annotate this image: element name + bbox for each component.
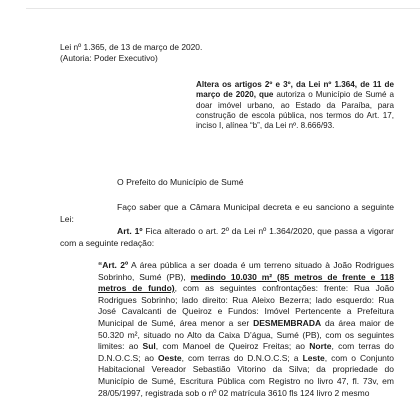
law-author: (Autoria: Poder Executivo): [60, 53, 158, 63]
article-1-paragraph: [60, 225, 394, 249]
quote-text-4: , com Manoel de Queiroz Freitas; ao: [155, 341, 310, 352]
desmembrada-term: DESMEMBRADA: [253, 317, 322, 328]
article-2-quote: [98, 260, 394, 399]
article-1: [60, 225, 394, 249]
article-2-paragraph: [98, 260, 394, 399]
article-1-label: Art. 1º: [117, 226, 143, 236]
article-2-label: “Art. 2º: [98, 260, 129, 270]
limit-norte: Norte: [309, 341, 332, 352]
article-1-text: Fica alterado o art. 2º da Lei nº 1.364/2020, que passa a vigorar com a seguinte redação:: [60, 226, 395, 248]
limit-leste: Leste: [302, 352, 325, 363]
limit-oeste: Oeste: [158, 352, 182, 363]
quote-text-6: , com terras do D.N.O.C.S; a: [181, 352, 303, 363]
prefeito-line: O Prefeito do Município de Sumé: [117, 177, 244, 187]
ementa-lead: Altera os artigos 2º e 3º, da Lei nº 1.364, de 11 de março de 2020, que: [196, 80, 394, 100]
quote-text-7: , com o Conjunto Habitacional Vereador Sebastião Vitorino da Silva; da propriedade do Município de Sumé, Escritura Pública com Registro no livro 47, fl. 73v, em 28/05/1997, registrada sob o nº 02 matrícula 3610 fls 124 livro 2 mesmo: [98, 352, 394, 398]
ementa: [196, 80, 394, 131]
quote-text-1: A área pública a ser doada é um terreno situado à João Rodrigues Sobrinho, Sumé (PB),: [98, 260, 394, 282]
area-measurement: medindo 10.030 m² (85 metros de frente e 118 metros de fundo): [98, 271, 394, 294]
law-title: Lei nº 1.365, de 13 de março de 2020.: [60, 42, 203, 52]
ementa-text: autoriza o Município de Sumé a doar imóvel urbano, ao Estado da Paraíba, para construção de escola pública, nos termos do Art. 17, inciso I, alínea “b”, da Lei nº. 8.666/93.: [196, 90, 394, 131]
top-divider: [26, 8, 420, 9]
intro-paragraph: [60, 201, 394, 225]
law-header: [60, 42, 202, 64]
quote-text-5: , com terras do D.N.O.C.S; ao: [98, 341, 395, 363]
quote-text-2: , com as seguintes confrontações: frente: Rua João Rodrigues Sobrinho; lado direito: Rua Aleixo Bezerra; lado esquerdo: Rua José Cavalcanti de Queiroz e Fundos: Imóvel Pertencente a Prefeitura Municipal de Sumé, área menor a ser: [98, 283, 394, 328]
quote-text-3: da área maior de 50.320 m², situado no Alto da Caixa D’água, Sumé (PB), com os seguintes limites: ao: [98, 317, 394, 352]
intro-text: Faço saber que a Câmara Municipal decreta e eu sanciono a seguinte Lei:: [60, 202, 394, 224]
limit-sul: Sul: [142, 341, 156, 352]
